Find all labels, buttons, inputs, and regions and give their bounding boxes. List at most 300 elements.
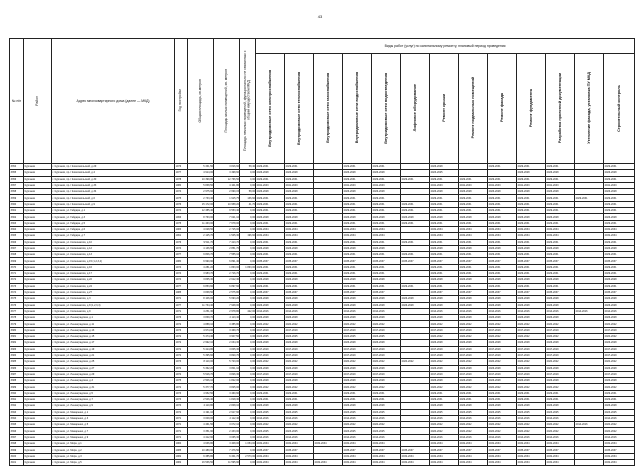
row-work-period: 2023-2025 bbox=[343, 409, 372, 415]
row-address: г. Курганов, ул. Ленинградская, д.31 bbox=[52, 384, 175, 390]
row-work-period: 2032-2034 bbox=[517, 453, 546, 459]
row-year: 1966 bbox=[175, 214, 188, 220]
row-work-period: 2029-2031 bbox=[256, 201, 285, 207]
row-work-period: 2014-2016 bbox=[459, 434, 488, 440]
row-work-period: 2026-2028 bbox=[517, 296, 546, 302]
row-district: Курганов bbox=[24, 365, 52, 371]
row-other-area: 0,00 bbox=[240, 415, 256, 421]
row-work-period: 2029-2031 bbox=[546, 271, 575, 277]
row-total-area: 4 110,80 bbox=[188, 403, 214, 409]
header-address: Адрес многоквартирного дома (далее — МКД) bbox=[52, 39, 175, 164]
row-work-period: 2017-2019 bbox=[372, 346, 401, 352]
row-district: Курганов bbox=[24, 201, 52, 207]
row-work-period: 2032-2034 bbox=[488, 441, 517, 447]
row-work-period: 2017-2019 bbox=[604, 327, 635, 333]
row-number: 3378 bbox=[10, 315, 24, 321]
row-total-area: 5 395,60 bbox=[188, 352, 214, 358]
row-work-period: 2029-2031 bbox=[517, 396, 546, 402]
row-living-area: 2 978,80 bbox=[214, 308, 240, 314]
row-year: 1974 bbox=[175, 208, 188, 214]
row-work-period: 2041-2043 bbox=[517, 182, 546, 188]
row-work-period: 2041-2043 bbox=[256, 182, 285, 188]
row-district: Курганов bbox=[24, 371, 52, 377]
row-work-period: 2026-2028 bbox=[256, 245, 285, 251]
row-work-period: 2026-2028 bbox=[256, 214, 285, 220]
row-number: 3393 bbox=[10, 409, 24, 415]
row-other-area: 0,00 bbox=[240, 378, 256, 384]
header-work-label: Утепление фасада, установка ПУ МКД bbox=[587, 72, 591, 144]
row-work-period: 2014-2016 bbox=[372, 415, 401, 421]
row-work-period: 2026-2028 bbox=[256, 189, 285, 195]
row-work-period: 2032-2034 bbox=[314, 459, 343, 465]
row-work-period: 2032-2034 bbox=[372, 441, 401, 447]
row-total-area: 9 806,70 bbox=[188, 252, 214, 258]
row-number: 3381 bbox=[10, 334, 24, 340]
row-work-period: 2020-2022 bbox=[459, 428, 488, 434]
row-other-area: 0,00 bbox=[240, 396, 256, 402]
row-work-period: 2026-2028 bbox=[459, 302, 488, 308]
row-living-area: 1 545,30 bbox=[214, 233, 240, 239]
row-work-period: 2032-2034 bbox=[285, 441, 314, 447]
header-total-area-label: Общая площадь, кв.метров bbox=[197, 78, 202, 123]
row-work-period: 2026-2028 bbox=[430, 214, 459, 220]
row-work-period: 2017-2019 bbox=[372, 352, 401, 358]
row-other-area: 0,00 bbox=[240, 434, 256, 440]
row-work-period: 2026-2028 bbox=[285, 315, 314, 321]
row-address: г. Курганов, ул. Космонавтов, д.8 (1,2,3,4) bbox=[52, 302, 175, 308]
row-year: 1977 bbox=[175, 283, 188, 289]
row-work-period: 2020-2022 bbox=[459, 321, 488, 327]
row-work-period: 2041-2043 bbox=[604, 182, 635, 188]
row-district: Курганов bbox=[24, 245, 52, 251]
row-work-period: 2026-2028 bbox=[256, 378, 285, 384]
row-other-area: 0,00 bbox=[240, 214, 256, 220]
row-work-period: 2029-2031 bbox=[285, 220, 314, 226]
row-other-area: 0,00 bbox=[240, 289, 256, 295]
row-total-area: 5 377,70 bbox=[188, 384, 214, 390]
header-work-label: Внутридомовые сети электроснабжения bbox=[268, 69, 272, 147]
row-district: Курганов bbox=[24, 384, 52, 390]
header-living-area-label: Площадь жилых помещений, кв. метров bbox=[223, 68, 228, 133]
row-total-area: 8 106,00 bbox=[188, 296, 214, 302]
row-work-period: 2017-2019 bbox=[546, 346, 575, 352]
row-work-period: 2020-2022 bbox=[343, 422, 372, 428]
row-work-period: 2017-2019 bbox=[372, 371, 401, 377]
row-number: 3366 bbox=[10, 239, 24, 245]
row-work-period: 2017-2019 bbox=[285, 346, 314, 352]
row-work-period: 2032-2034 bbox=[343, 441, 372, 447]
row-work-period: 2020-2022 bbox=[430, 422, 459, 428]
row-work-period: 2029-2031 bbox=[372, 220, 401, 226]
row-work-period: 2026-2028 bbox=[488, 340, 517, 346]
row-work-period: 2026-2028 bbox=[285, 340, 314, 346]
row-work-period: 2041-2043 bbox=[430, 182, 459, 188]
row-year: 1973 bbox=[175, 327, 188, 333]
row-work-period: 2035-2037 bbox=[488, 289, 517, 295]
row-work-period: 2020-2022 bbox=[604, 384, 635, 390]
row-work-period: 2020-2022 bbox=[488, 334, 517, 340]
row-address: г. Курганов, ул. Ленинградская, д.9 bbox=[52, 403, 175, 409]
row-work-period: 2029-2031 bbox=[488, 264, 517, 270]
row-other-area: 0,00 bbox=[240, 226, 256, 232]
row-work-period: 2026-2028 bbox=[285, 403, 314, 409]
row-work-period: 2029-2031 bbox=[604, 252, 635, 258]
row-work-period: 2029-2031 bbox=[517, 201, 546, 207]
row-work-period: 2029-2031 bbox=[372, 164, 401, 170]
row-work-period: 2020-2022 bbox=[256, 359, 285, 365]
row-work-period: 2032-2034 bbox=[372, 459, 401, 465]
row-work-period: 2026-2028 bbox=[488, 189, 517, 195]
row-work-period: 2041-2043 bbox=[488, 182, 517, 188]
row-work-period: 2026-2028 bbox=[459, 403, 488, 409]
row-district: Курганов bbox=[24, 453, 52, 459]
row-work-period: 2029-2031 bbox=[430, 396, 459, 402]
row-work-period: 2026-2028 bbox=[488, 302, 517, 308]
row-work-period: 2026-2028 bbox=[256, 296, 285, 302]
row-number: 3362 bbox=[10, 214, 24, 220]
row-year: 1972 bbox=[175, 384, 188, 390]
row-work-period: 2032-2034 bbox=[343, 453, 372, 459]
row-work-period: 2029-2031 bbox=[343, 176, 372, 182]
row-living-area: 6 897,60 bbox=[214, 283, 240, 289]
row-work-period: 2041-2043 bbox=[372, 182, 401, 188]
row-work-period: 2020-2022 bbox=[256, 321, 285, 327]
row-work-period: 2026-2028 bbox=[430, 164, 459, 170]
row-year: 1977 bbox=[175, 302, 188, 308]
row-other-area: 0,00 bbox=[240, 371, 256, 377]
row-work-period: 2026-2028 bbox=[430, 245, 459, 251]
row-number: 3371 bbox=[10, 271, 24, 277]
row-other-area: 0,00 bbox=[240, 334, 256, 340]
row-work-period: 2026-2028 bbox=[546, 365, 575, 371]
row-number: 3354 bbox=[10, 164, 24, 170]
row-other-area: 0,00 bbox=[240, 321, 256, 327]
row-year: 1974 bbox=[175, 264, 188, 270]
row-work-period: 2026-2028 bbox=[459, 214, 488, 220]
row-work-period: 2014-2016 bbox=[575, 422, 604, 428]
row-living-area: 2 112,40 bbox=[214, 415, 240, 421]
row-work-period: 2026-2028 bbox=[517, 403, 546, 409]
row-work-period: 2029-2031 bbox=[488, 271, 517, 277]
row-living-area: 3 801,10 bbox=[214, 365, 240, 371]
row-work-period: 2029-2031 bbox=[430, 283, 459, 289]
row-number: 3365 bbox=[10, 233, 24, 239]
row-work-period: 2017-2019 bbox=[488, 327, 517, 333]
row-work-period: 2014-2016 bbox=[459, 415, 488, 421]
repair-schedule-table bbox=[9, 38, 635, 466]
row-year: 1972 bbox=[175, 334, 188, 340]
row-work-period: 2014-2016 bbox=[430, 415, 459, 421]
row-work-period: 2035-2037 bbox=[285, 447, 314, 453]
row-work-period: 2014-2016 bbox=[372, 434, 401, 440]
row-work-period: 2020-2022 bbox=[372, 321, 401, 327]
row-other-area: 0,00 bbox=[240, 390, 256, 396]
row-work-period: 2020-2022 bbox=[372, 384, 401, 390]
row-work-period: 2020-2022 bbox=[459, 384, 488, 390]
row-work-period: 2032-2034 bbox=[604, 453, 635, 459]
row-living-area: 3 816,60 bbox=[214, 164, 240, 170]
row-work-period: 2014-2016 bbox=[575, 308, 604, 314]
header-work-1 bbox=[256, 54, 285, 164]
row-work-period: 2014-2016 bbox=[517, 434, 546, 440]
row-work-period: 2026-2028 bbox=[546, 277, 575, 283]
row-number: 3391 bbox=[10, 396, 24, 402]
row-year: 1971 bbox=[175, 428, 188, 434]
row-number: 3387 bbox=[10, 371, 24, 377]
row-year: 1973 bbox=[175, 396, 188, 402]
row-total-area: 4 136,50 bbox=[188, 245, 214, 251]
row-total-area: 5 414,80 bbox=[188, 346, 214, 352]
row-work-period: 2026-2028 bbox=[285, 296, 314, 302]
row-work-period: 2029-2031 bbox=[401, 201, 430, 207]
row-work-period: 2020-2022 bbox=[401, 359, 430, 365]
row-work-period: 2035-2037 bbox=[430, 289, 459, 295]
row-living-area: 3 460,60 bbox=[214, 390, 240, 396]
row-work-period: 2017-2019 bbox=[256, 352, 285, 358]
row-district: Курганов bbox=[24, 233, 52, 239]
row-work-period: 2014-2016 bbox=[343, 415, 372, 421]
row-year: 1974 bbox=[175, 403, 188, 409]
row-district: Курганов bbox=[24, 409, 52, 415]
row-district: Курганов bbox=[24, 182, 52, 188]
row-living-area: 2 034,30 bbox=[214, 340, 240, 346]
row-other-area: 0,00 bbox=[240, 258, 256, 264]
row-number: 3401 bbox=[10, 459, 24, 465]
row-number: 3399 bbox=[10, 447, 24, 453]
row-living-area: 3 385,80 bbox=[214, 321, 240, 327]
row-number: 3370 bbox=[10, 264, 24, 270]
row-work-period: 2029-2031 bbox=[430, 220, 459, 226]
row-work-period: 2014-2016 bbox=[604, 308, 635, 314]
row-number: 3363 bbox=[10, 220, 24, 226]
row-work-period: 2029-2031 bbox=[256, 195, 285, 201]
row-district: Курганов bbox=[24, 283, 52, 289]
row-work-period: 2029-2031 bbox=[517, 164, 546, 170]
row-work-period: 2026-2028 bbox=[372, 296, 401, 302]
row-work-period: 2029-2031 bbox=[546, 195, 575, 201]
row-address: г. Курганов, ул. Ленинградская, д.11 bbox=[52, 321, 175, 327]
row-district: Курганов bbox=[24, 428, 52, 434]
row-work-period: 2035-2037 bbox=[488, 258, 517, 264]
row-work-period: 2035-2037 bbox=[343, 289, 372, 295]
header-work-label: Лифтовое оборудование bbox=[413, 84, 417, 132]
row-address: г. Курганов, пр-т Комсомольский, д.33 bbox=[52, 182, 175, 188]
row-other-area: 0,00 bbox=[240, 170, 256, 176]
row-work-period: 2026-2028 bbox=[517, 189, 546, 195]
row-work-period: 2029-2031 bbox=[372, 264, 401, 270]
row-work-period: 2032-2034 bbox=[430, 459, 459, 465]
header-work-label: Внутридомовые сети водоснабжения bbox=[355, 72, 359, 144]
row-work-period: 2026-2028 bbox=[546, 245, 575, 251]
row-work-period: 2017-2019 bbox=[459, 352, 488, 358]
row-work-period: 2029-2031 bbox=[285, 271, 314, 277]
row-work-period: 2017-2019 bbox=[430, 352, 459, 358]
row-work-period: 2014-2016 bbox=[604, 434, 635, 440]
row-work-period: 2017-2019 bbox=[488, 346, 517, 352]
row-work-period: 2029-2031 bbox=[517, 220, 546, 226]
row-work-period: 2020-2022 bbox=[285, 359, 314, 365]
row-work-period: 2017-2019 bbox=[343, 352, 372, 358]
row-work-period: 2029-2031 bbox=[459, 195, 488, 201]
row-work-period: 2026-2028 bbox=[430, 340, 459, 346]
row-work-period: 2026-2028 bbox=[285, 277, 314, 283]
row-district: Курганов bbox=[24, 378, 52, 384]
row-total-area: 2 975,60 bbox=[188, 189, 214, 195]
row-work-period: 2026-2028 bbox=[488, 245, 517, 251]
row-address: г. Курганов, ул. Ленинградская, д.3 bbox=[52, 378, 175, 384]
row-work-period: 2032-2034 bbox=[517, 226, 546, 232]
row-work-period: 2029-2031 bbox=[372, 195, 401, 201]
row-year: 1980 bbox=[175, 258, 188, 264]
row-work-period: 2029-2031 bbox=[256, 208, 285, 214]
row-work-period: 2020-2022 bbox=[430, 321, 459, 327]
row-work-period: 2023-2025 bbox=[285, 334, 314, 340]
row-work-period: 2029-2031 bbox=[546, 176, 575, 182]
row-work-period: 2029-2031 bbox=[343, 239, 372, 245]
row-living-area: 3 065,30 bbox=[214, 434, 240, 440]
row-number: 3394 bbox=[10, 415, 24, 421]
row-address: г. Курганов, ул. Ленинградская, д.5 bbox=[52, 390, 175, 396]
row-total-area: 2 506,10 bbox=[188, 378, 214, 384]
row-total-area: 2 733,40 bbox=[188, 195, 214, 201]
row-work-period: 2020-2022 bbox=[546, 428, 575, 434]
row-other-area: 58,00 bbox=[240, 189, 256, 195]
row-work-period: 2035-2037 bbox=[488, 447, 517, 453]
row-work-period: 2029-2031 bbox=[517, 271, 546, 277]
row-total-area: 8 110,00 bbox=[188, 359, 214, 365]
row-work-period: 2026-2028 bbox=[517, 214, 546, 220]
row-work-period: 2026-2028 bbox=[430, 403, 459, 409]
header-work-label: Ремонт фасада bbox=[500, 93, 504, 123]
table-row bbox=[10, 459, 635, 465]
row-work-period: 2020-2022 bbox=[430, 334, 459, 340]
header-work-label: Строительный контроль bbox=[617, 84, 622, 132]
row-address: г. Курганов, ул. Космонавтов, д.16 bbox=[52, 264, 175, 270]
row-number: 3395 bbox=[10, 422, 24, 428]
row-work-period: 2029-2031 bbox=[459, 220, 488, 226]
row-work-period: 2017-2019 bbox=[517, 346, 546, 352]
row-work-period: 2026-2028 bbox=[401, 214, 430, 220]
row-work-period: 2026-2028 bbox=[459, 245, 488, 251]
row-work-period: 2026-2028 bbox=[343, 245, 372, 251]
row-total-area: 8 763,00 bbox=[188, 214, 214, 220]
row-work-period: 2035-2037 bbox=[256, 289, 285, 295]
row-work-period: 2035-2037 bbox=[372, 447, 401, 453]
row-total-area: 4 974,00 bbox=[188, 327, 214, 333]
row-year: 1984 bbox=[175, 441, 188, 447]
row-year: 1980 bbox=[175, 182, 188, 188]
row-work-period: 2029-2031 bbox=[604, 176, 635, 182]
row-work-period: 2029-2031 bbox=[285, 264, 314, 270]
row-number: 3360 bbox=[10, 201, 24, 207]
row-other-area: 0,00 bbox=[240, 239, 256, 245]
row-total-area: 3 983,70 bbox=[188, 271, 214, 277]
row-year: 1971 bbox=[175, 308, 188, 314]
row-work-period: 2029-2031 bbox=[343, 208, 372, 214]
row-work-period: 2029-2031 bbox=[604, 271, 635, 277]
row-work-period: 2026-2028 bbox=[343, 378, 372, 384]
header-works-group: Виды работ (услуг) по капитальному ремонту, плановый период проведения bbox=[256, 39, 635, 54]
row-work-period: 2035-2037 bbox=[343, 447, 372, 453]
row-other-area: 41,70 bbox=[240, 201, 256, 207]
row-total-area: 4 952,50 bbox=[188, 390, 214, 396]
row-address: г. Курганов, ул. Мира, д.3 bbox=[52, 453, 175, 459]
row-work-period: 2017-2019 bbox=[517, 371, 546, 377]
row-work-period: 2026-2028 bbox=[343, 189, 372, 195]
row-work-period: 2029-2031 bbox=[285, 176, 314, 182]
header-work-2 bbox=[285, 54, 314, 164]
header-work-6 bbox=[401, 54, 430, 164]
row-work-period: 2032-2034 bbox=[604, 459, 635, 465]
row-work-period: 2026-2028 bbox=[604, 302, 635, 308]
row-work-period: 2029-2031 bbox=[430, 271, 459, 277]
row-work-period: 2029-2031 bbox=[488, 220, 517, 226]
row-work-period: 2020-2022 bbox=[343, 359, 372, 365]
row-district: Курганов bbox=[24, 422, 52, 428]
row-work-period: 2029-2031 bbox=[459, 201, 488, 207]
row-work-period: 2029-2031 bbox=[256, 271, 285, 277]
row-work-period: 2026-2028 bbox=[372, 340, 401, 346]
row-work-period: 2029-2031 bbox=[604, 396, 635, 402]
row-work-period: 2032-2034 bbox=[430, 441, 459, 447]
row-work-period: 2017-2019 bbox=[285, 352, 314, 358]
row-number: 3375 bbox=[10, 296, 24, 302]
row-work-period: 2026-2028 bbox=[343, 315, 372, 321]
row-year: 1974 bbox=[175, 245, 188, 251]
row-total-area: 10 399,80 bbox=[188, 176, 214, 182]
row-work-period: 2026-2028 bbox=[372, 302, 401, 308]
row-district: Курганов bbox=[24, 220, 52, 226]
row-number: 3376 bbox=[10, 302, 24, 308]
row-work-period: 2029-2031 bbox=[285, 239, 314, 245]
row-living-area: 10 958,20 bbox=[214, 201, 240, 207]
row-work-period: 2035-2037 bbox=[459, 258, 488, 264]
row-district: Курганов bbox=[24, 441, 52, 447]
row-work-period: 2017-2019 bbox=[546, 371, 575, 377]
row-address: г. Курганов, ул. Гайдара, д.5 bbox=[52, 220, 175, 226]
row-work-period: 2029-2031 bbox=[546, 390, 575, 396]
row-work-period: 2029-2031 bbox=[546, 164, 575, 170]
row-total-area: 4 461,50 bbox=[188, 422, 214, 428]
row-total-area: 2 546,40 bbox=[188, 396, 214, 402]
row-work-period: 2014-2016 bbox=[546, 434, 575, 440]
row-work-period: 2020-2022 bbox=[343, 384, 372, 390]
row-living-area: 3 498,60 bbox=[214, 170, 240, 176]
row-work-period: 2020-2022 bbox=[459, 334, 488, 340]
row-work-period: 2035-2037 bbox=[430, 447, 459, 453]
row-work-period: 2029-2031 bbox=[401, 239, 430, 245]
row-living-area: 3 408,00 bbox=[214, 441, 240, 447]
row-work-period: 2032-2034 bbox=[517, 441, 546, 447]
row-work-period: 2035-2037 bbox=[401, 258, 430, 264]
row-year: 1971 bbox=[175, 415, 188, 421]
row-work-period: 2026-2028 bbox=[343, 340, 372, 346]
row-year: 1976 bbox=[175, 164, 188, 170]
row-year: 1975 bbox=[175, 220, 188, 226]
row-other-area: 0,00 bbox=[240, 428, 256, 434]
row-work-period: 2017-2019 bbox=[256, 346, 285, 352]
row-number: 3372 bbox=[10, 277, 24, 283]
row-number: 3359 bbox=[10, 195, 24, 201]
row-work-period: 2035-2037 bbox=[285, 289, 314, 295]
row-district: Курганов bbox=[24, 170, 52, 176]
row-number: 3396 bbox=[10, 428, 24, 434]
row-work-period: 2029-2031 bbox=[372, 208, 401, 214]
row-work-period: 2026-2028 bbox=[517, 245, 546, 251]
row-address: г. Курганов, ул. Космонавтов, д.12 bbox=[52, 245, 175, 251]
row-total-area: 11 463,00 bbox=[188, 220, 214, 226]
row-address: г. Курганов, ул. Макаренко, д.9 bbox=[52, 434, 175, 440]
